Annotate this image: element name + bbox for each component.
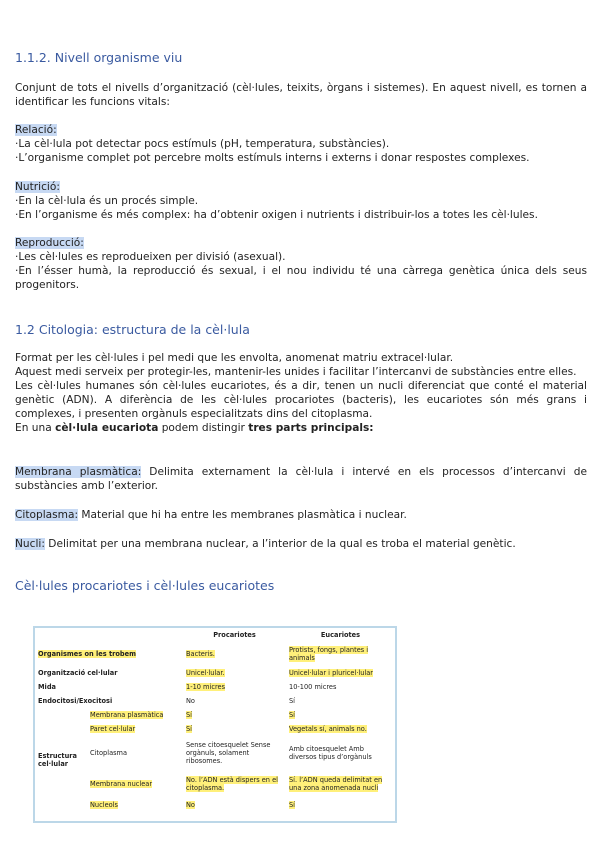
nucli-label: Nucli: <box>15 538 45 550</box>
citologia-p2: Aquest medi serveix per protegir-les, mantenir-les unides i facilitar l’intercanvi de substàncies entre elles. <box>15 366 577 378</box>
row-label: Citoplasma <box>90 749 128 757</box>
row-label: Paret cel·lular <box>90 725 136 733</box>
cell-pro: No <box>186 697 195 705</box>
row-label: Mida <box>38 683 56 691</box>
row-label: Endocitosi/Exocitosi <box>38 697 113 705</box>
cell-pro: Sí <box>186 711 193 719</box>
cell-pro: Sí <box>186 725 193 733</box>
table-row <box>35 770 395 798</box>
relacio-line-1: ·La cèl·lula pot detectar pocs estímuls (pH, temperatura, substàncies). <box>15 138 390 150</box>
citologia-paragraphs <box>15 351 587 435</box>
citologia-p4 <box>15 421 587 435</box>
table-row <box>35 666 395 680</box>
table-row <box>35 694 395 708</box>
cell-pro: 1-10 micres <box>186 683 225 691</box>
row-label: Nucleols <box>90 801 118 809</box>
header-procariotes: Procariotes <box>213 631 256 639</box>
citologia-p1: Format per les cèl·lules i pel medi que les envolta, anomenat matriu extracel·lular. <box>15 352 454 364</box>
table-row <box>35 798 395 812</box>
intro-paragraph: Conjunt de tots el nivells d’organització (cèl·lules, teixits, òrgans i sistemes). En aquest nivell, es tornen a identificar les funcions vitals: <box>15 82 587 108</box>
header-eucariotes: Eucariotes <box>320 631 361 639</box>
row-label: Organismes on les trobem <box>38 650 136 658</box>
row-label: Membrana nuclear <box>90 780 153 788</box>
table-row <box>35 680 395 694</box>
estructura-label: Estructura cel·lular <box>38 752 77 768</box>
nutricio-block <box>15 180 587 222</box>
section-title-procariotes: Cèl·lules procariotes i cèl·lules eucariotes <box>15 578 275 593</box>
p4-text-a: En una <box>15 422 56 434</box>
p4-bold-d: tres parts principals: <box>248 422 374 434</box>
membrana-paragraph <box>15 465 587 493</box>
section-title-organisme: 1.1.2. Nivell organisme viu <box>15 50 183 65</box>
p4-text-c: podem distingir <box>158 422 249 434</box>
table-row <box>35 736 395 770</box>
cell-pro: Sense citoesquelet Sense orgànuls, solament ribosomes. <box>186 741 271 765</box>
reproduccio-label: Reproducció: <box>15 237 84 249</box>
cell-euc: Amb citoesquelet Amb diversos tipus d’orgànuls <box>289 745 372 761</box>
cell-euc: Sí <box>289 801 296 809</box>
comparison-table-image <box>33 626 397 823</box>
nutricio-label: Nutrició: <box>15 181 60 193</box>
citoplasma-text: Material que hi ha entre les membranes plasmàtica i nuclear. <box>78 509 407 521</box>
membrana-text: Delimita externament la cèl·lula i intervé en els processos d’intercanvi de substàncies amb l’exterior. <box>15 466 587 492</box>
relacio-block <box>15 123 587 165</box>
cell-pro: No <box>186 801 195 809</box>
table-row <box>35 642 395 666</box>
relacio-line-2: ·L’organisme complet pot percebre molts estímuls interns i externs i donar respostes complexes. <box>15 152 530 164</box>
nutricio-line-1: ·En la cèl·lula és un procés simple. <box>15 195 199 207</box>
row-label: Membrana plasmàtica <box>90 711 164 719</box>
citoplasma-label: Citoplasma: <box>15 509 79 521</box>
cell-euc: 10-100 micres <box>289 683 337 691</box>
table-row <box>35 708 395 722</box>
reproduccio-line-2: ·En l’ésser humà, la reproducció és sexual, i el nou individu té una càrrega genètica única dels seus progenitors. <box>15 265 587 291</box>
nucli-text: Delimitat per una membrana nuclear, a l’interior de la qual es troba el material genètic. <box>44 538 516 550</box>
reproduccio-line-1: ·Les cèl·lules es reprodueixen per divisió (asexual). <box>15 251 286 263</box>
nucli-paragraph <box>15 537 587 551</box>
p4-bold-b: cèl·lula eucariota <box>55 422 159 434</box>
cell-pro: Bacteris. <box>186 650 215 658</box>
cell-euc: Sí <box>289 711 296 719</box>
citoplasma-paragraph <box>15 508 587 522</box>
cell-pro: Unicel·lular. <box>186 669 225 677</box>
comparison-table <box>35 628 395 812</box>
relacio-label: Relació: <box>15 124 57 136</box>
cell-euc: Protists, fongs, plantes i animals <box>289 646 369 662</box>
cell-euc: Vegetals sí, animals no. <box>289 725 367 733</box>
membrana-label: Membrana plasmàtica: <box>15 466 142 478</box>
reproduccio-block <box>15 236 587 292</box>
table-row <box>35 722 395 736</box>
citologia-p3: Les cèl·lules humanes són cèl·lules eucariotes, és a dir, tenen un nucli diferenciat que conté el material genètic (ADN). A diferència de les cèl·lules procariotes (bacteris), les eucariotes són més grans i complexes, i presenten orgànuls especialitzats dins del citoplasma. <box>15 380 587 420</box>
nutricio-line-2: ·En l’organisme és més complex: ha d’obtenir oxigen i nutrients i distribuir-los a totes les cèl·lules. <box>15 209 538 221</box>
cell-euc: Sí. l’ADN queda delimitat en una zona anomenada nucli <box>289 776 383 792</box>
cell-pro: No. l’ADN està dispers en el citoplasma. <box>186 776 278 792</box>
cell-euc: Sí <box>289 697 296 705</box>
section-title-citologia: 1.2 Citologia: estructura de la cèl·lula <box>15 322 250 337</box>
table-header-row <box>35 628 395 642</box>
row-label: Organització cel·lular <box>38 669 118 677</box>
cell-euc: Unicel·lular i pluricel·lular <box>289 669 374 677</box>
